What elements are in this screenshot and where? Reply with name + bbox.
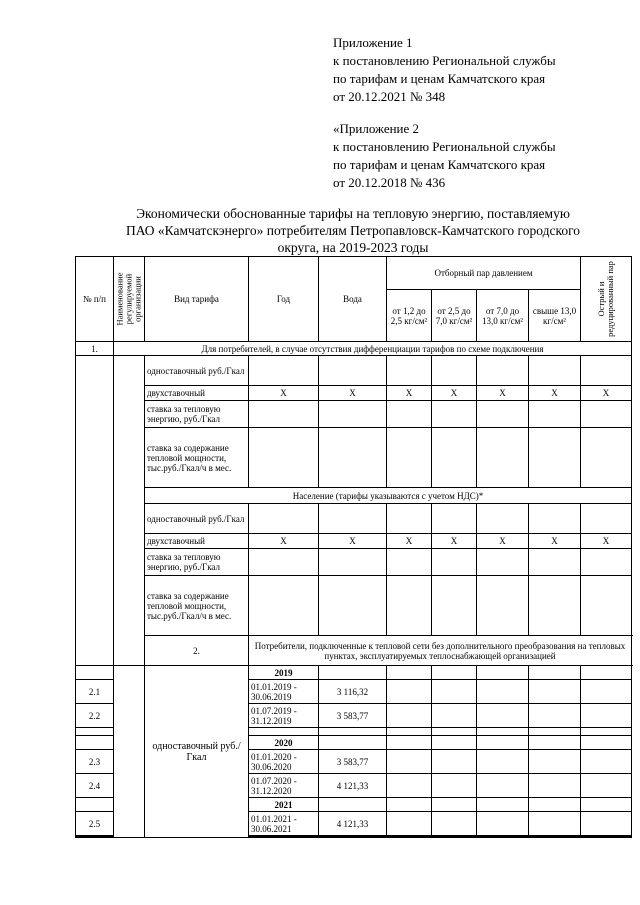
section-2-org-blank	[114, 666, 145, 838]
x-mark: Х	[529, 534, 581, 549]
x-mark: Х	[581, 534, 632, 549]
x-mark: Х	[432, 386, 477, 401]
row-two-rate: двухставочный	[145, 386, 249, 401]
water-2-3: 3 583,77	[319, 750, 387, 774]
row-num-2-5: 2.5	[76, 812, 114, 836]
col-header-pressure-3: от 7,0 до 13,0 кг/см²	[477, 290, 529, 342]
col-header-water: Вода	[319, 257, 387, 342]
year-2021: 2021	[249, 798, 319, 812]
row-energy-rate: ставка за тепловую энергию, руб./Гкал	[145, 401, 249, 428]
col-header-year: Год	[249, 257, 319, 342]
col-header-steam-group: Отборный пар давлением	[387, 257, 581, 290]
x-mark: Х	[477, 534, 529, 549]
title-line: округа, на 2019-2023 годы	[277, 240, 429, 255]
row-capacity-rate: ставка за содержание тепловой мощности, тыс.руб./Гкал/ч в мес.	[145, 428, 249, 488]
section-1-org-blank	[114, 356, 145, 666]
col-header-pressure-1: от 1,2 до 2,5 кг/см²	[387, 290, 432, 342]
row-one-rate: одноставочный руб./Гкал	[145, 504, 249, 534]
x-mark: Х	[387, 386, 432, 401]
water-2-1: 3 116,32	[319, 680, 387, 704]
header-line: к постановлению Региональной службы	[333, 139, 556, 154]
header-line: «Приложение 2	[333, 121, 420, 136]
water-2-4: 4 121,33	[319, 774, 387, 798]
period-2-5: 01.01.2021 - 30.06.2021	[249, 812, 319, 836]
col-header-pressure-4: свыше 13,0 кг/см²	[529, 290, 581, 342]
x-mark: Х	[249, 386, 319, 401]
col-header-sharp-text: Острый и редуцированный пар	[596, 261, 616, 337]
x-mark: Х	[529, 386, 581, 401]
row-num-2-1: 2.1	[76, 680, 114, 704]
appendix-1-header	[333, 34, 556, 106]
document-title	[75, 205, 631, 256]
col-header-pressure-2: от 2,5 до 7,0 кг/см²	[432, 290, 477, 342]
title-line: Экономически обоснованные тарифы на тепловую энергию, поставляемую	[136, 206, 570, 221]
section-1-title: Для потребителей, в случае отсутствия дифференциации тарифов по схеме подключения	[114, 342, 632, 356]
period-2-2: 01.07.2019 - 31.12.2019	[249, 704, 319, 728]
section-2-tariff-type: одноставочный руб./Гкал	[145, 666, 249, 838]
x-mark: Х	[387, 534, 432, 549]
water-2-2: 3 583,77	[319, 704, 387, 728]
x-mark: Х	[581, 386, 632, 401]
col-header-num: № п/п	[76, 257, 114, 342]
col-header-tariff-type: Вид тарифа	[145, 257, 249, 342]
x-mark: Х	[249, 534, 319, 549]
section-2-num: 2.	[145, 636, 249, 666]
tariff-table	[75, 256, 632, 838]
row-num-2-2: 2.2	[76, 704, 114, 728]
header-line: к постановлению Региональной службы	[333, 53, 556, 68]
row-one-rate: одноставочный руб./Гкал	[145, 356, 249, 386]
title-line: ПАО «Камчатскэнерго» потребителям Петропавловск-Камчатского городского	[125, 223, 581, 238]
header-line: Приложение 1	[333, 35, 413, 50]
x-mark: Х	[319, 386, 387, 401]
x-mark: Х	[477, 386, 529, 401]
period-2-1: 01.01.2019 - 30.06.2019	[249, 680, 319, 704]
section-2-title: Потребители, подключенные к тепловой сети без дополнительного преобразования на тепловых пунктах, эксплуатируемых теплоснабжающей организацией	[249, 636, 632, 666]
period-2-4: 01.07.2020 - 31.12.2020	[249, 774, 319, 798]
row-energy-rate: ставка за тепловую энергию, руб./Гкал	[145, 549, 249, 576]
row-num-2-3: 2.3	[76, 750, 114, 774]
row-capacity-rate: ставка за содержание тепловой мощности, тыс.руб./Гкал/ч в мес.	[145, 576, 249, 636]
water-2-5: 4 121,33	[319, 812, 387, 836]
header-line: по тарифам и ценам Камчатского края	[333, 157, 546, 172]
section-1-num: 1.	[76, 342, 114, 356]
header-line: от 20.12.2018 № 436	[333, 175, 446, 190]
num-blank	[76, 666, 114, 680]
col-header-org	[114, 257, 145, 342]
period-2-3: 01.01.2020 - 30.06.2020	[249, 750, 319, 774]
row-two-rate: двухставочный	[145, 534, 249, 549]
col-header-org-text: Наименование регулируемой организации	[114, 272, 143, 326]
x-mark: Х	[319, 534, 387, 549]
col-header-sharp	[581, 257, 632, 342]
header-line: от 20.12.2021 № 348	[333, 89, 446, 104]
row-num-2-4: 2.4	[76, 774, 114, 798]
year-2020: 2020	[249, 736, 319, 750]
year-2019: 2019	[249, 666, 319, 680]
appendix-2-header	[333, 120, 556, 192]
x-mark: Х	[432, 534, 477, 549]
section-1-num-blank	[76, 356, 114, 666]
population-subheader: Население (тарифы указываются с учетом НДС)*	[145, 488, 632, 504]
header-line: по тарифам и ценам Камчатского края	[333, 71, 546, 86]
